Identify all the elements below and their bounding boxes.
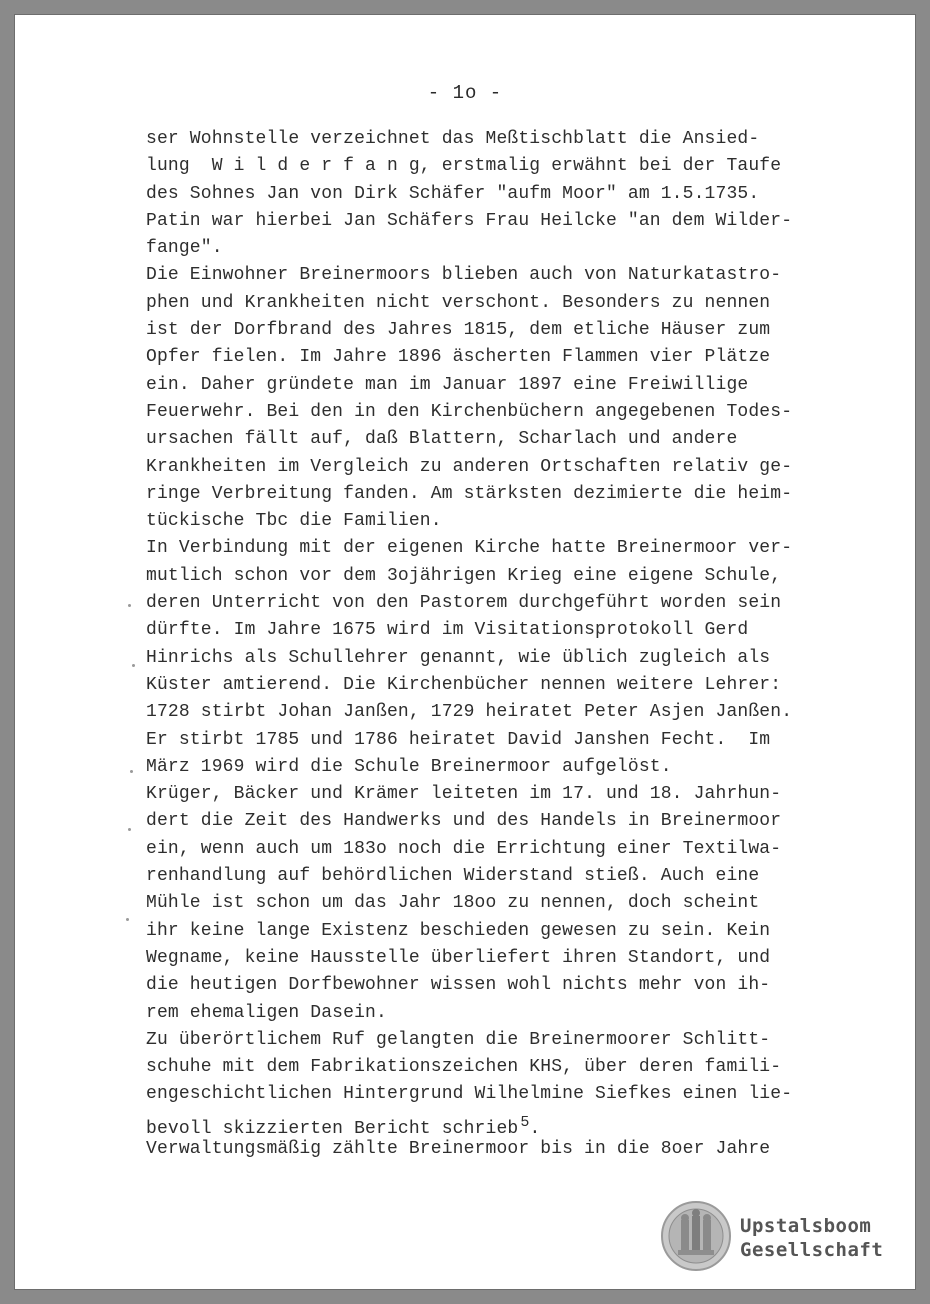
text-line: [146, 1136, 846, 1163]
text-line: [146, 1081, 846, 1108]
text-line: [146, 1054, 846, 1081]
text-line-content: ist der Dorfbrand des Jahres 1815, dem etliche Häuser zum: [146, 320, 771, 341]
text-line: [146, 727, 846, 754]
body-text: [146, 126, 846, 1163]
scan-speck: [130, 770, 133, 773]
text-line: [146, 535, 846, 562]
text-line-tail: .: [529, 1118, 541, 1139]
text-line: [146, 590, 846, 617]
text-line: [146, 1027, 846, 1054]
text-line: [146, 672, 846, 699]
footnote-marker: 5: [520, 1113, 530, 1131]
text-line-content: mutlich schon vor dem 3ojährigen Krieg eine eigene Schule,: [146, 565, 782, 586]
text-line-content: fange".: [146, 238, 223, 259]
scan-speck: [132, 664, 135, 667]
text-line: [146, 563, 846, 590]
text-line: [146, 890, 846, 917]
text-line: [146, 918, 846, 945]
text-line: [146, 153, 846, 180]
text-line: [146, 208, 846, 235]
text-line-content: Zu überörtlichem Ruf gelangten die Breinermoorer Schlitt-: [146, 1029, 771, 1050]
text-line-content: ser Wohnstelle verzeichnet das Meßtischblatt die Ansied-: [146, 129, 760, 149]
text-line: [146, 972, 846, 999]
logo-wordmark: [740, 1214, 883, 1262]
text-line: [146, 699, 846, 726]
text-line-content: Wegname, keine Hausstelle überliefert ihren Standort, und: [146, 947, 771, 968]
text-line-content: bevoll skizzierten Bericht schrieb: [146, 1118, 519, 1139]
text-line-content: schuhe mit dem Fabrikationszeichen KHS, über deren famili-: [146, 1057, 782, 1078]
seal-icon: [660, 1200, 732, 1272]
text-line-content: deren Unterricht von den Pastorem durchgeführt worden sein: [146, 593, 782, 614]
logo-line-1: Upstalsboom: [740, 1215, 872, 1237]
text-line-content: ringe Verbreitung fanden. Am stärksten dezimierte die heim-: [146, 483, 793, 504]
text-line: [146, 235, 846, 262]
text-line: [146, 426, 846, 453]
text-line: [146, 1000, 846, 1027]
text-line-content: tückische Tbc die Familien.: [146, 511, 442, 532]
publisher-logo: [660, 1196, 910, 1280]
text-line: [146, 645, 846, 672]
text-line: [146, 372, 846, 399]
scan-speck: [128, 828, 131, 831]
text-line-content: Feuerwehr. Bei den in den Kirchenbüchern angegebenen Todes-: [146, 401, 793, 422]
scan-speck: [126, 918, 129, 921]
text-line-content: ursachen fällt auf, daß Blattern, Scharlach und andere: [146, 429, 738, 450]
text-line-content: Opfer fielen. Im Jahre 1896 äscherten Flammen vier Plätze: [146, 347, 771, 368]
text-line-content: rem ehemaligen Dasein.: [146, 1002, 387, 1023]
text-line-content: lung W i l d e r f a n g, erstmalig erwähnt bei der Taufe: [146, 156, 782, 177]
text-line-content: die heutigen Dorfbewohner wissen wohl nichts mehr von ih-: [146, 975, 771, 996]
text-line-content: Die Einwohner Breinermoors blieben auch von Naturkatastro-: [146, 265, 782, 286]
text-line-content: Verwaltungsmäßig zählte Breinermoor bis in die 8oer Jahre: [146, 1138, 771, 1159]
text-line: [146, 754, 846, 781]
text-line-content: ein, wenn auch um 183o noch die Errichtung einer Textilwa-: [146, 838, 782, 859]
text-line-content: 1728 stirbt Johan Janßen, 1729 heiratet Peter Asjen Janßen.: [146, 702, 793, 723]
text-line-content: Krüger, Bäcker und Krämer leiteten im 17. und 18. Jahrhun-: [146, 784, 782, 805]
text-line: [146, 1109, 846, 1139]
text-line-content: engeschichtlichen Hintergrund Wilhelmine Siefkes einen lie-: [146, 1084, 793, 1105]
text-line-content: dürfte. Im Jahre 1675 wird im Visitationsprotokoll Gerd: [146, 620, 749, 641]
text-line: [146, 181, 846, 208]
text-line-content: ein. Daher gründete man im Januar 1897 eine Freiwillige: [146, 374, 749, 395]
text-line: [146, 454, 846, 481]
text-line-content: In Verbindung mit der eigenen Kirche hatte Breinermoor ver-: [146, 538, 793, 559]
text-line-content: Er stirbt 1785 und 1786 heiratet David Janshen Fecht. Im: [146, 729, 771, 750]
text-line-content: des Sohnes Jan von Dirk Schäfer "aufm Moor" am 1.5.1735.: [146, 183, 760, 204]
text-line: [146, 836, 846, 863]
text-line-content: Mühle ist schon um das Jahr 18oo zu nennen, doch scheint: [146, 893, 760, 914]
text-line: [146, 808, 846, 835]
text-line: [146, 481, 846, 508]
text-line-content: Patin war hierbei Jan Schäfers Frau Heilcke "an dem Wilder-: [146, 210, 793, 231]
text-line-content: renhandlung auf behördlichen Widerstand stieß. Auch eine: [146, 866, 760, 887]
text-line: [146, 945, 846, 972]
text-line: [146, 399, 846, 426]
text-line-content: ihr keine lange Existenz beschieden gewesen zu sein. Kein: [146, 920, 771, 941]
text-line: [146, 344, 846, 371]
text-line: [146, 617, 846, 644]
text-line: [146, 126, 846, 153]
text-line: [146, 317, 846, 344]
text-line: [146, 262, 846, 289]
scan-speck: [128, 604, 131, 607]
text-line-content: dert die Zeit des Handwerks und des Handels in Breinermoor: [146, 811, 782, 832]
text-line-content: phen und Krankheiten nicht verschont. Besonders zu nennen: [146, 292, 771, 313]
page-number: - 1o -: [427, 82, 503, 104]
logo-line-2: Gesellschaft: [740, 1239, 884, 1261]
text-line: [146, 508, 846, 535]
text-line-content: Hinrichs als Schullehrer genannt, wie üblich zugleich als: [146, 647, 771, 668]
text-line-content: Küster amtierend. Die Kirchenbücher nennen weitere Lehrer:: [146, 674, 782, 695]
text-line: [146, 863, 846, 890]
text-line-content: März 1969 wird die Schule Breinermoor aufgelöst.: [146, 756, 672, 777]
text-line-content: Krankheiten im Vergleich zu anderen Ortschaften relativ ge-: [146, 456, 793, 477]
text-line: [146, 781, 846, 808]
text-line: [146, 290, 846, 317]
